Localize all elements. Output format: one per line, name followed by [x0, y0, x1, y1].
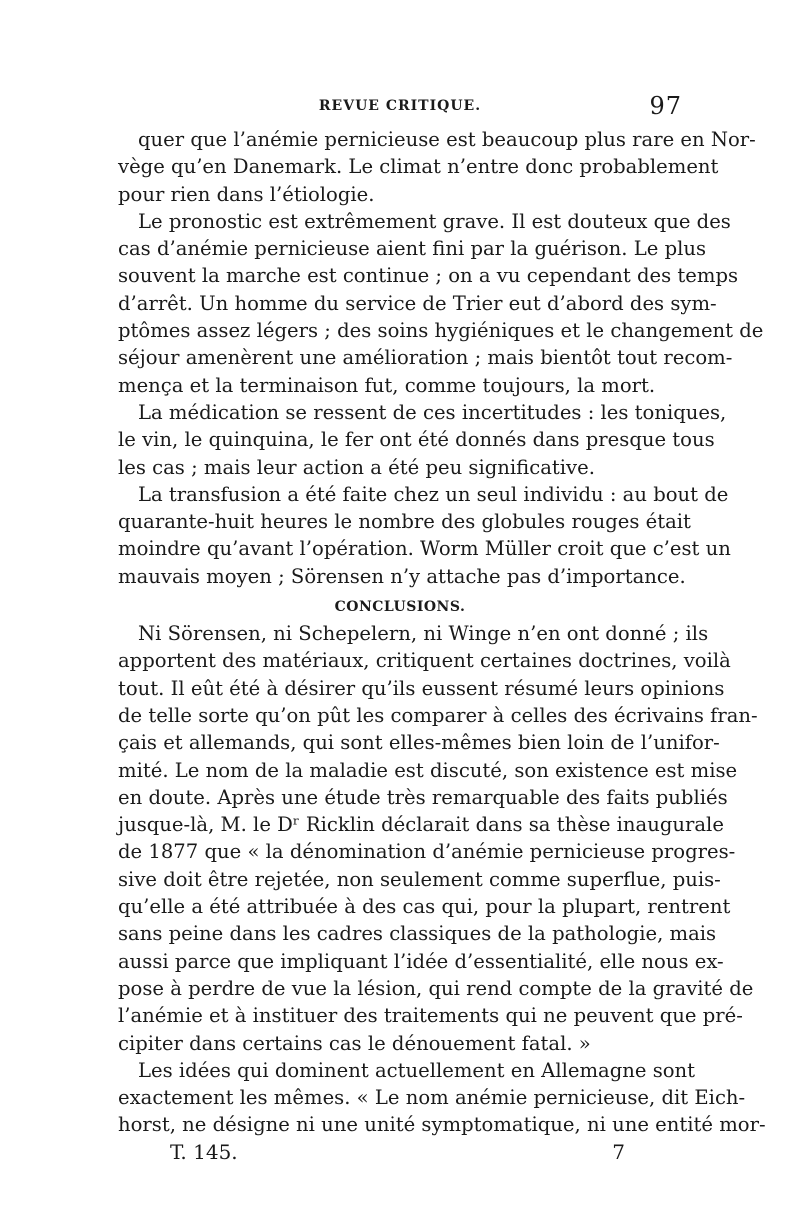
page-number: 97: [649, 92, 682, 120]
text-line: l’anémie et à instituer des traitements qui ne peuvent que pré-: [118, 1004, 743, 1028]
text-line: séjour amenèrent une amélioration ; mais bientôt tout recom-: [118, 346, 733, 370]
text-line: moindre qu’avant l’opération. Worm Müller croit que c’est un: [118, 537, 731, 561]
section-heading: CONCLUSIONS.: [334, 599, 466, 616]
text-line: Le pronostic est extrêmement grave. Il est douteux que des: [138, 209, 731, 233]
paragraph: [118, 208, 764, 399]
paragraph: [118, 620, 758, 1057]
text-line: souvent la marche est continue ; on a vu cependant des temps: [118, 264, 739, 288]
text-line: ptômes assez légers ; des soins hygiéniques et le changement de: [118, 319, 764, 343]
text-line: sans peine dans les cadres classiques de la pathologie, mais: [118, 922, 717, 946]
text-line: apportent des matériaux, critiquent certaines doctrines, voilà: [118, 649, 731, 673]
text-line: cas d’anémie pernicieuse aient fini par la guérison. Le plus: [118, 237, 707, 261]
running-title: REVUE CRITIQUE.: [318, 98, 482, 114]
text-line: Les idées qui dominent actuellement en Allemagne sont: [138, 1058, 696, 1082]
text-line: en doute. Après une étude très remarquable des faits publiés: [118, 785, 728, 809]
paragraph: [118, 399, 727, 481]
text-line: mença et la terminaison fut, comme toujours, la mort.: [118, 373, 656, 397]
text-line: de telle sorte qu’on pût les comparer à celles des écrivains fran-: [118, 703, 758, 727]
text-line: vège qu’en Danemark. Le climat n’entre donc probablement: [118, 155, 719, 179]
text-line: quarante-huit heures le nombre des globules rouges était: [118, 510, 691, 534]
text-line: qu’elle a été attribuée à des cas qui, pour la plupart, rentrent: [118, 895, 731, 919]
text-line: pose à perdre de vue la lésion, qui rend compte de la gravité de: [118, 976, 754, 1000]
text-line: aussi parce que impliquant l’idée d’essentialité, elle nous ex-: [118, 949, 724, 973]
text-line: pour rien dans l’étiologie.: [118, 182, 375, 206]
text-line: sive doit être rejetée, non seulement comme superflue, puis-: [118, 867, 721, 891]
text-line: les cas ; mais leur action a été peu significative.: [118, 455, 595, 479]
text-line: La transfusion a été faite chez un seul individu : au bout de: [138, 482, 729, 506]
paragraph: [118, 1057, 766, 1139]
page-header: [118, 92, 682, 124]
text-line: quer que l’anémie pernicieuse est beaucoup plus rare en Nor-: [138, 128, 756, 151]
page-footer: [170, 1140, 625, 1170]
text-line: le vin, le quinquina, le fer ont été donnés dans presque tous: [118, 428, 715, 452]
paragraph: [118, 481, 731, 590]
signature-mark: 7: [612, 1140, 625, 1164]
text-line: cipiter dans certains cas le dénouement fatal. »: [118, 1031, 591, 1055]
volume-number: T. 145.: [170, 1140, 238, 1164]
text-line: Ni Sörensen, ni Schepelern, ni Winge n’en ont donné ; ils: [138, 622, 709, 646]
text-line: exactement les mêmes. « Le nom anémie pernicieuse, dit Eich-: [118, 1086, 746, 1110]
paragraph: [118, 126, 756, 208]
text-line: çais et allemands, qui sont elles-mêmes bien loin de l’unifor-: [118, 731, 720, 755]
text-line: de 1877 que « la dénomination d’anémie pernicieuse progres-: [118, 840, 736, 864]
text-line: d’arrêt. Un homme du service de Trier eut d’abord des sym-: [118, 291, 717, 315]
text-line: horst, ne désigne ni une unité symptomatique, ni une entité mor-: [118, 1113, 766, 1137]
page-body: [118, 126, 766, 1139]
text-line: mauvais moyen ; Sörensen n’y attache pas d’importance.: [118, 564, 686, 588]
text-line: jusque-là, M. le Dʳ Ricklin déclarait dans sa thèse inaugurale: [118, 813, 724, 837]
text-line: La médication se ressent de ces incertitudes : les toniques,: [138, 400, 727, 424]
text-line: mité. Le nom de la maladie est discuté, son existence est mise: [118, 758, 738, 782]
text-line: tout. Il eût été à désirer qu’ils eussent résumé leurs opinions: [118, 676, 725, 700]
